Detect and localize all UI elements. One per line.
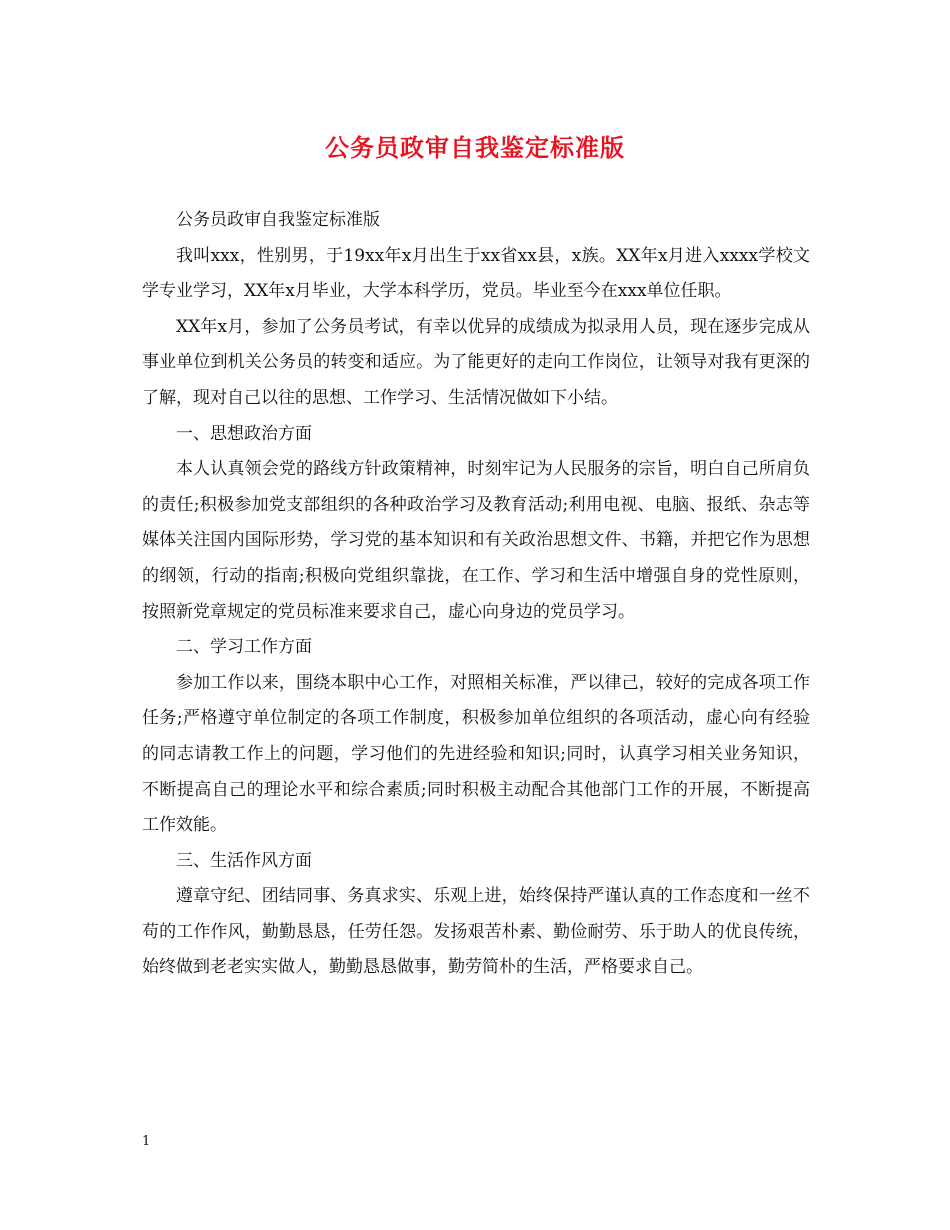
paragraph-political: 本人认真领会党的路线方针政策精神，时刻牢记为人民服务的宗旨，明白自己所肩负的责任;积极参加党支部组织的各种政治学习及教育活动;利用电视、电脑、报纸、杂志等媒体关注国内国际形势，学习党的基本知识和有关政治思想文件、书籍，并把它作为思想的纲领，行动的指南;积极向党组织靠拢，在工作、学习和生活中增强自身的党性原则，按照新党章规定的党员标准来要求自己，虚心向身边的党员学习。 <box>142 459 810 622</box>
section-heading-work: 二、学习工作方面 <box>176 637 312 658</box>
paragraph-work: 参加工作以来，围绕本职中心工作，对照相关标准，严以律己，较好的完成各项工作任务;严格遵守单位制定的各项工作制度，积极参加单位组织的各项活动，虚心向有经验的同志请教工作上的问题，学习他们的先进经验和知识;同时，认真学习相关业务知识，不断提高自己的理论水平和综合素质;同时积极主动配合其他部门工作的开展，不断提高工作效能。 <box>142 672 810 836</box>
section-heading-political: 一、思想政治方面 <box>176 423 312 444</box>
page-number: 1 <box>142 1134 151 1149</box>
document-body <box>142 203 810 986</box>
paragraph-subtitle: 公务员政审自我鉴定标准版 <box>176 210 380 230</box>
section-heading-life: 三、生活作风方面 <box>176 850 312 871</box>
document-title: 公务员政审自我鉴定标准版 <box>325 133 625 162</box>
paragraph-exam-summary: XX年x月，参加了公务员考试，有幸以优异的成绩成为拟录用人员，现在逐步完成从事业单位到机关公务员的转变和适应。为了能更好的走向工作岗位，让领导对我有更深的了解，现对自己以往的思想、工作学习、生活情况做如下小结。 <box>142 316 810 408</box>
paragraph-personal-info: 我叫xxx，性别男，于19xx年x月出生于xx省xx县，x族。XX年x月进入xxxx学校文学专业学习，XX年x月毕业，大学本科学历，党员。毕业至今在xxx单位任职。 <box>142 245 810 302</box>
paragraph-life: 遵章守纪、团结同事、务真求实、乐观上进，始终保持严谨认真的工作态度和一丝不苟的工作作风，勤勤恳恳，任劳任怨。发扬艰苦朴素、勤俭耐劳、乐于助人的优良传统，始终做到老老实实做人，勤勤恳恳做事，勤劳简朴的生活，严格要求自己。 <box>142 886 810 978</box>
